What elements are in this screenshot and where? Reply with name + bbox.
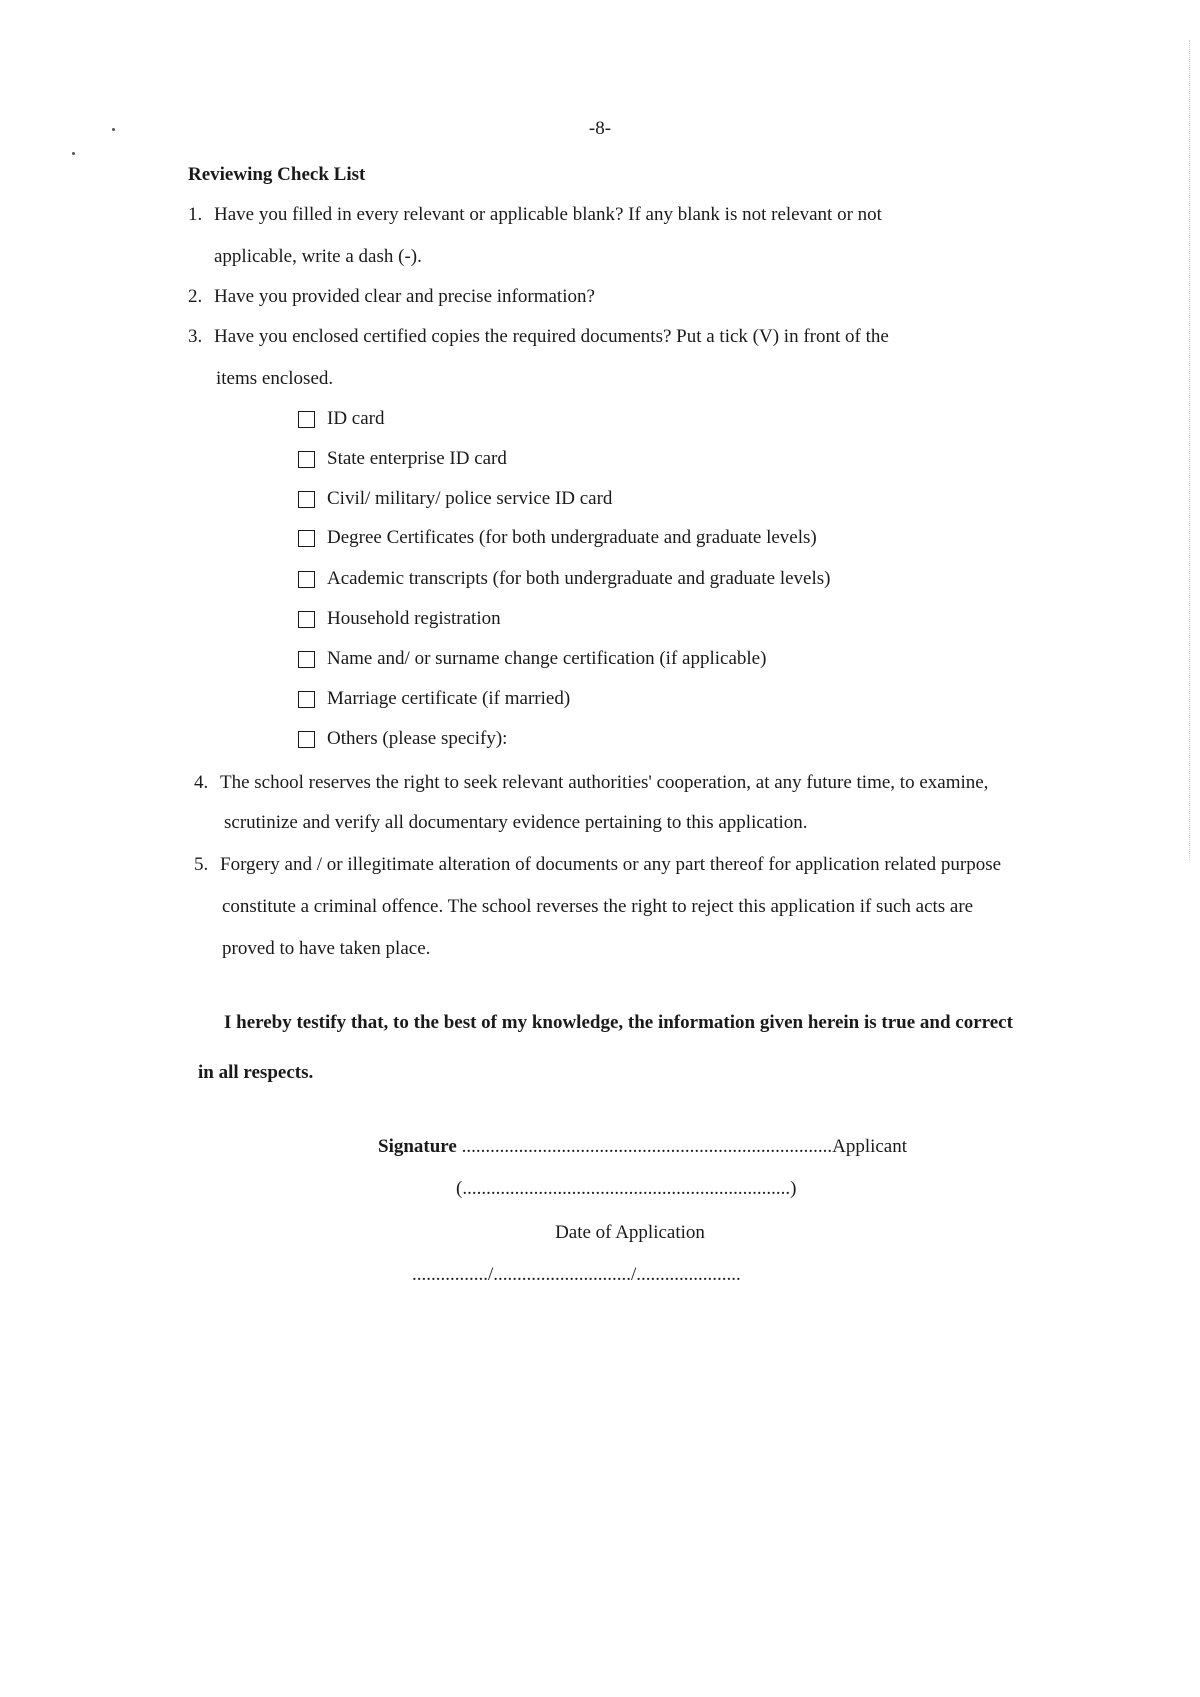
list-item-number: 1. — [188, 204, 203, 225]
checklist-option-id-card[interactable] — [298, 408, 385, 430]
checkbox-icon[interactable] — [298, 411, 315, 428]
list-item-5-continued: proved to have taken place. — [222, 938, 431, 959]
list-item-text: Have you filled in every relevant or applicable blank? If any blank is not relevant or not — [214, 204, 882, 225]
checklist-option-label: Degree Certificates (for both undergraduate and graduate levels) — [327, 527, 817, 548]
checklist-option-label: ID card — [327, 408, 385, 429]
checklist-option-label: Marriage certificate (if married) — [327, 688, 571, 709]
checklist-heading: Reviewing Check List — [188, 164, 366, 185]
list-item-4-continued: scrutinize and verify all documentary evidence pertaining to this application. — [224, 812, 808, 833]
checklist-option-academic-transcripts[interactable] — [298, 568, 830, 590]
page-number: -8- — [588, 118, 612, 139]
list-item-1 — [188, 204, 882, 226]
date-of-application-label: Date of Application — [555, 1222, 705, 1243]
checklist-option-state-enterprise-id[interactable] — [298, 448, 507, 470]
signature-field[interactable]: .............................................................................. — [461, 1136, 833, 1157]
list-item-text: Have you enclosed certified copies the required documents? Put a tick (V) in front of the — [214, 326, 889, 347]
scan-edge-artifact — [1188, 40, 1190, 860]
signature-label: Signature — [378, 1136, 457, 1157]
checkbox-icon[interactable] — [298, 530, 315, 547]
list-item-5-continued: constitute a criminal offence. The school reverses the right to reject this application if such acts are — [222, 896, 974, 917]
list-item-3-continued: items enclosed. — [216, 368, 334, 389]
list-item-text: Forgery and / or illegitimate alteration of documents or any part thereof for application related purpose — [220, 854, 1002, 875]
date-of-application-field[interactable]: ................/............................./...................... — [412, 1264, 741, 1285]
checkbox-icon[interactable] — [298, 611, 315, 628]
checklist-option-label: Academic transcripts (for both undergraduate and graduate levels) — [327, 568, 831, 589]
list-item-4 — [194, 772, 988, 794]
checklist-option-label: State enterprise ID card — [327, 448, 507, 469]
checklist-option-degree-certificates[interactable] — [298, 527, 817, 549]
checkbox-icon[interactable] — [298, 651, 315, 668]
checklist-option-household-registration[interactable] — [298, 608, 501, 630]
list-item-1-continued: applicable, write a dash (-). — [214, 246, 422, 267]
checkbox-icon[interactable] — [298, 451, 315, 468]
signature-suffix: Applicant — [832, 1136, 908, 1157]
applicant-name-field[interactable]: (.....................................................................) — [456, 1178, 797, 1199]
list-item-number: 3. — [188, 326, 203, 347]
checkbox-icon[interactable] — [298, 571, 315, 588]
list-item-number: 4. — [194, 772, 209, 793]
checkbox-icon[interactable] — [298, 491, 315, 508]
checklist-option-label: Others (please specify): — [327, 728, 508, 749]
signature-line[interactable] — [378, 1136, 907, 1158]
scan-speck — [72, 152, 75, 155]
checkbox-icon[interactable] — [298, 731, 315, 748]
declaration-line-2: in all respects. — [198, 1062, 314, 1083]
declaration-line-1: I hereby testify that, to the best of my knowledge, the information given herein is true and correct — [224, 1012, 1013, 1033]
checklist-option-name-change[interactable] — [298, 648, 766, 670]
checklist-option-label: Name and/ or surname change certification (if applicable) — [327, 648, 767, 669]
list-item-5 — [194, 854, 1001, 876]
list-item-number: 2. — [188, 286, 203, 307]
checklist-option-label: Civil/ military/ police service ID card — [327, 488, 613, 509]
checklist-option-marriage-certificate[interactable] — [298, 688, 570, 710]
list-item-3 — [188, 326, 889, 348]
list-item-2 — [188, 286, 595, 308]
checklist-option-label: Household registration — [327, 608, 501, 629]
list-item-number: 5. — [194, 854, 209, 875]
list-item-text: Have you provided clear and precise information? — [214, 286, 595, 307]
list-item-text: The school reserves the right to seek relevant authorities' cooperation, at any future time, to examine, — [220, 772, 989, 793]
checkbox-icon[interactable] — [298, 691, 315, 708]
checklist-option-civil-service-id[interactable] — [298, 488, 612, 510]
checklist-option-others[interactable] — [298, 728, 507, 750]
